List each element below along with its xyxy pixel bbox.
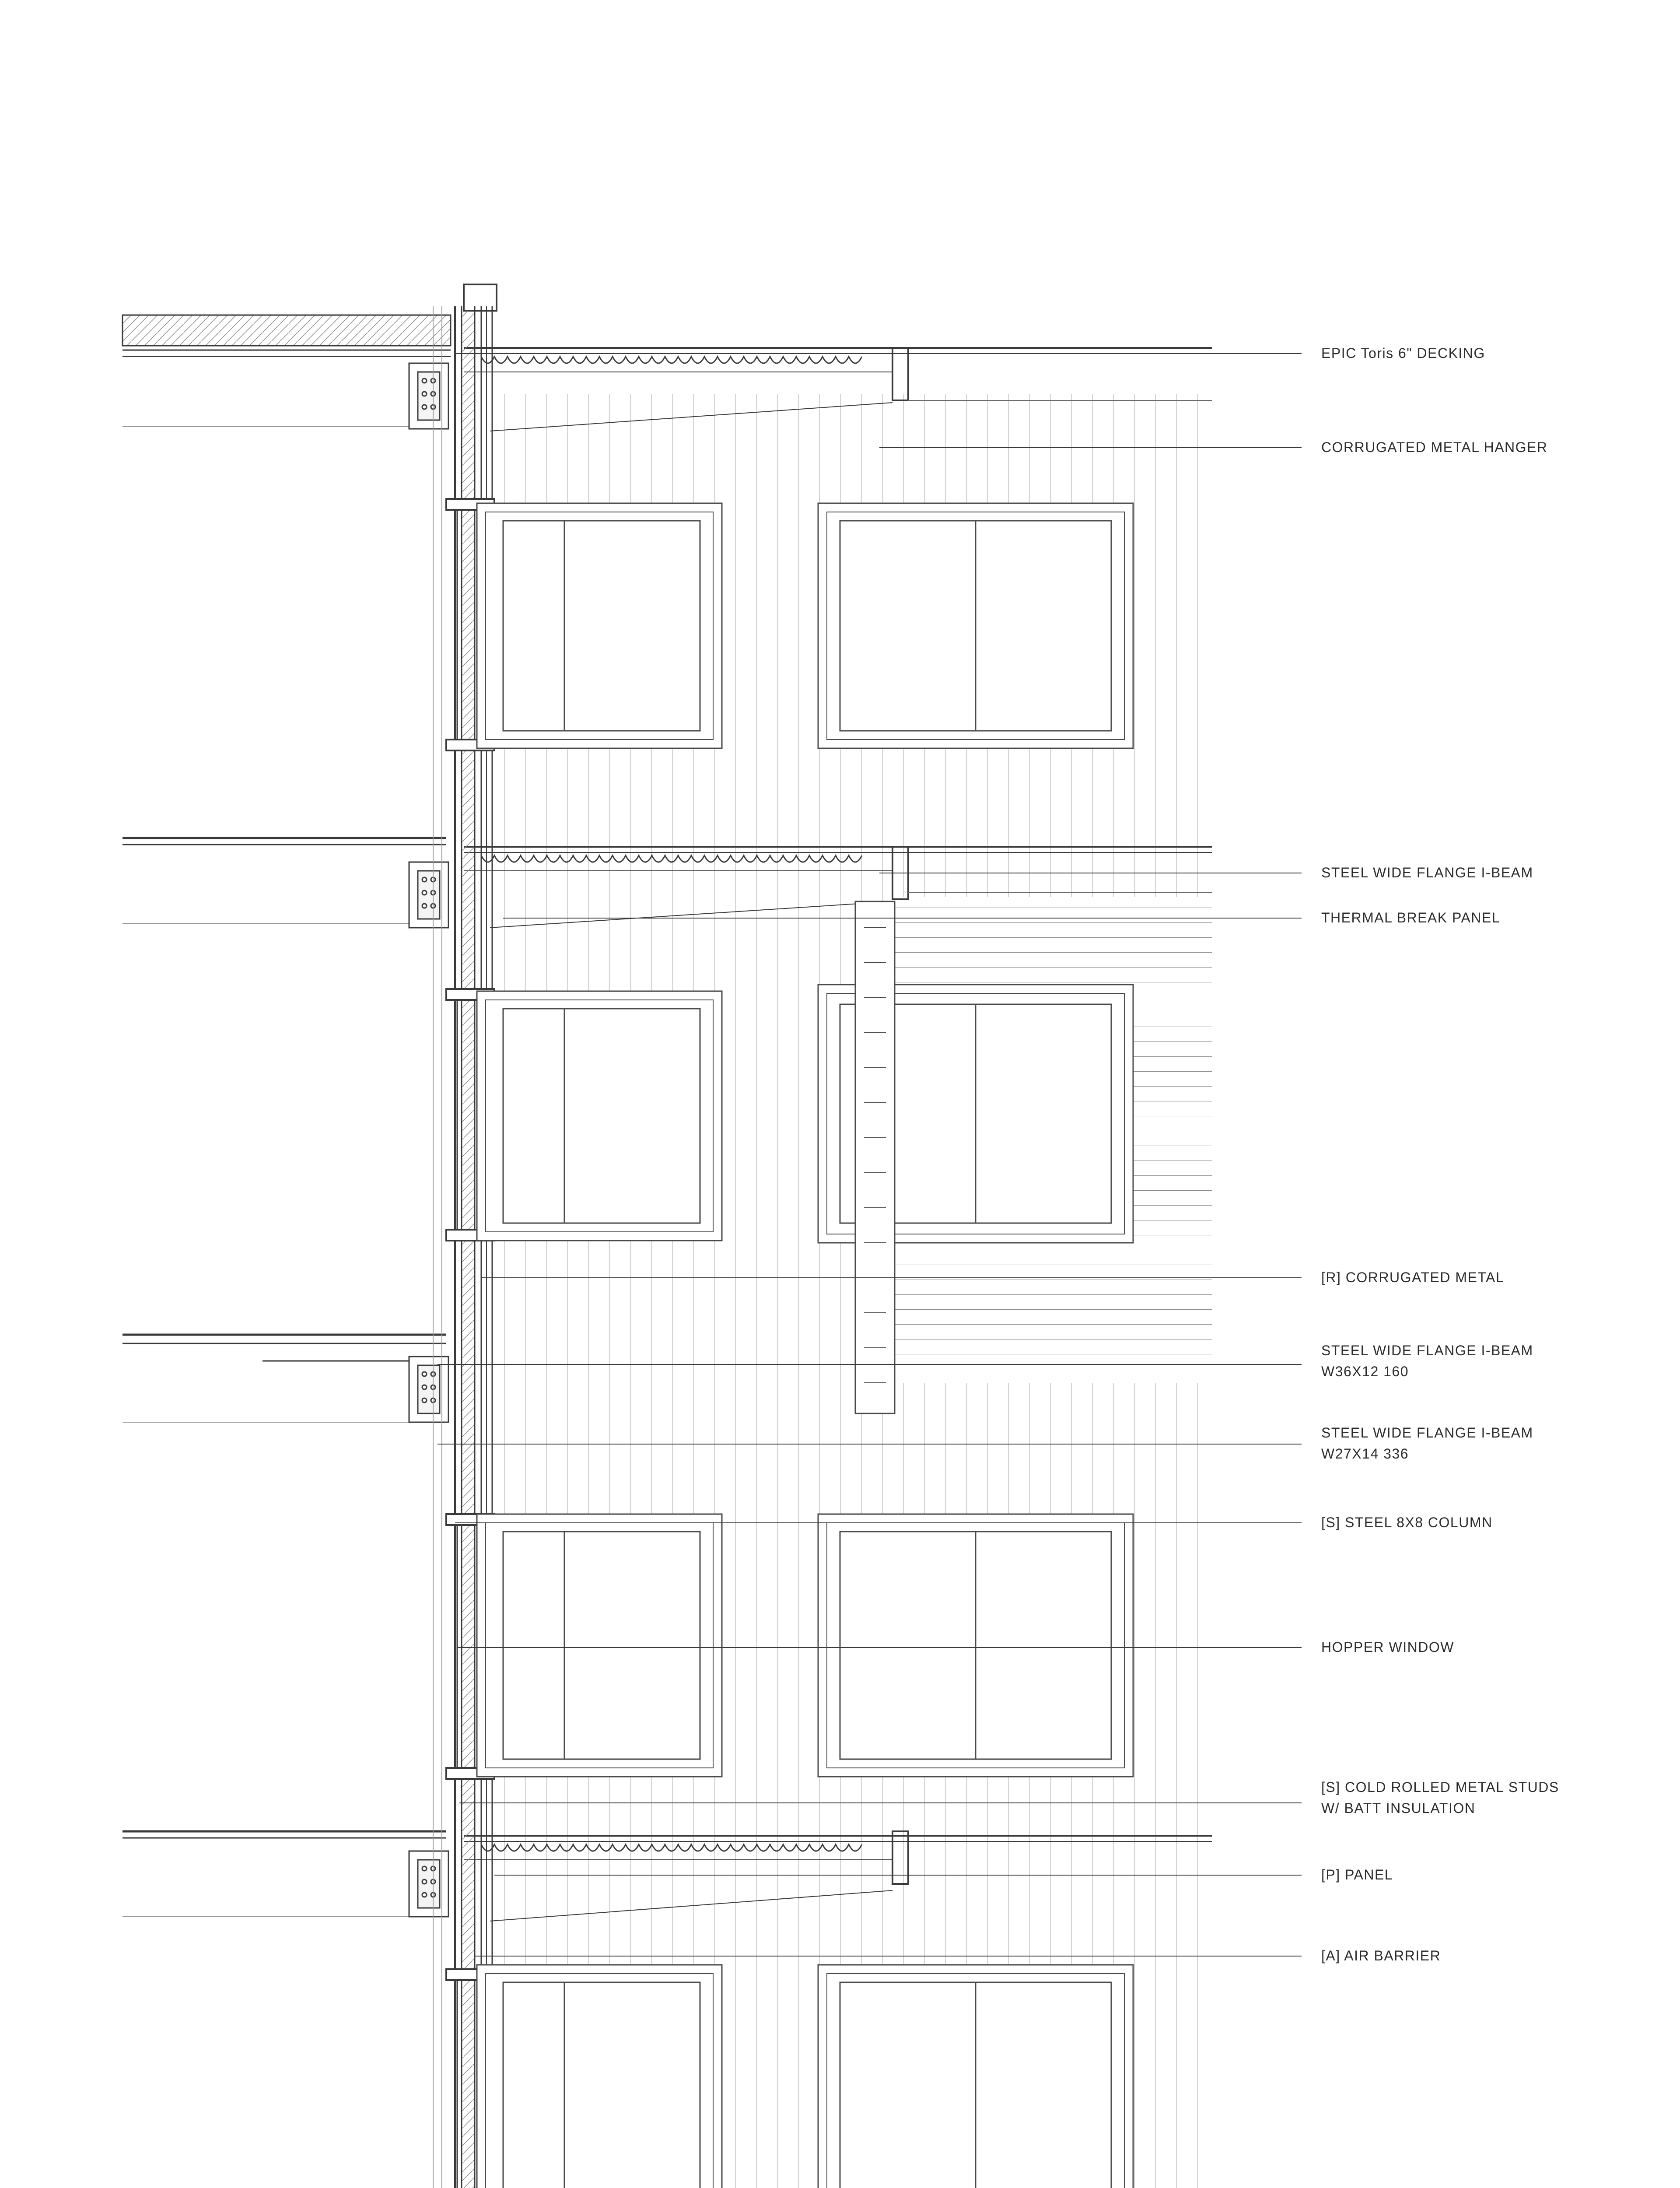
hopper-window-elevation	[818, 1965, 1133, 2188]
callout-panel: [P] PANEL	[1321, 1867, 1393, 1883]
callout-corrugated-metal: [R] CORRUGATED METAL	[1321, 1269, 1505, 1285]
callout-decking: EPIC Toris 6" DECKING	[1321, 345, 1485, 361]
callout-ibeam: STEEL WIDE FLANGE I-BEAM	[1321, 865, 1533, 880]
callout-air-barrier: [A] AIR BARRIER	[1321, 1948, 1441, 1964]
steel-column-elevation	[855, 901, 895, 1413]
callout-ibeam-w36: STEEL WIDE FLANGE I-BEAM	[1321, 1343, 1533, 1358]
callout-ibeam-w27: STEEL WIDE FLANGE I-BEAM	[1321, 1425, 1533, 1441]
callout-metal-studs: [S] COLD ROLLED METAL STUDS	[1321, 1779, 1559, 1795]
hopper-window-elevation	[477, 503, 722, 748]
callout-steel-column: [S] STEEL 8X8 COLUMN	[1321, 1515, 1493, 1530]
callout-ibeam-w36-size: W36X12 160	[1321, 1364, 1409, 1379]
hopper-window-elevation	[818, 503, 1133, 748]
callout-thermal-break: THERMAL BREAK PANEL	[1321, 910, 1501, 926]
batt-insulation	[462, 311, 474, 2188]
ibeam-section	[409, 862, 448, 928]
steel-ibeams	[409, 363, 448, 1917]
callout-labels	[1321, 345, 1559, 2188]
hopper-window-elevation	[477, 991, 722, 1241]
ibeam-section	[409, 1357, 448, 1422]
hopper-window-elevation	[477, 1514, 722, 1777]
callout-hopper-window: HOPPER WINDOW	[1321, 1639, 1454, 1655]
corrugated-decking	[481, 357, 862, 363]
hopper-window-elevation	[477, 1965, 722, 2188]
beam-end-plate	[892, 348, 908, 400]
ibeam-section	[409, 1851, 448, 1917]
callout-ibeam-w27-size: W27X14 336	[1321, 1446, 1409, 1462]
callout-metal-studs-insulation: W/ BATT INSULATION	[1321, 1800, 1476, 1816]
callout-hanger: CORRUGATED METAL HANGER	[1321, 439, 1548, 455]
ibeam-section	[409, 363, 448, 429]
hopper-window-elevation	[818, 1514, 1133, 1777]
roof-parapet-cap	[122, 315, 451, 346]
